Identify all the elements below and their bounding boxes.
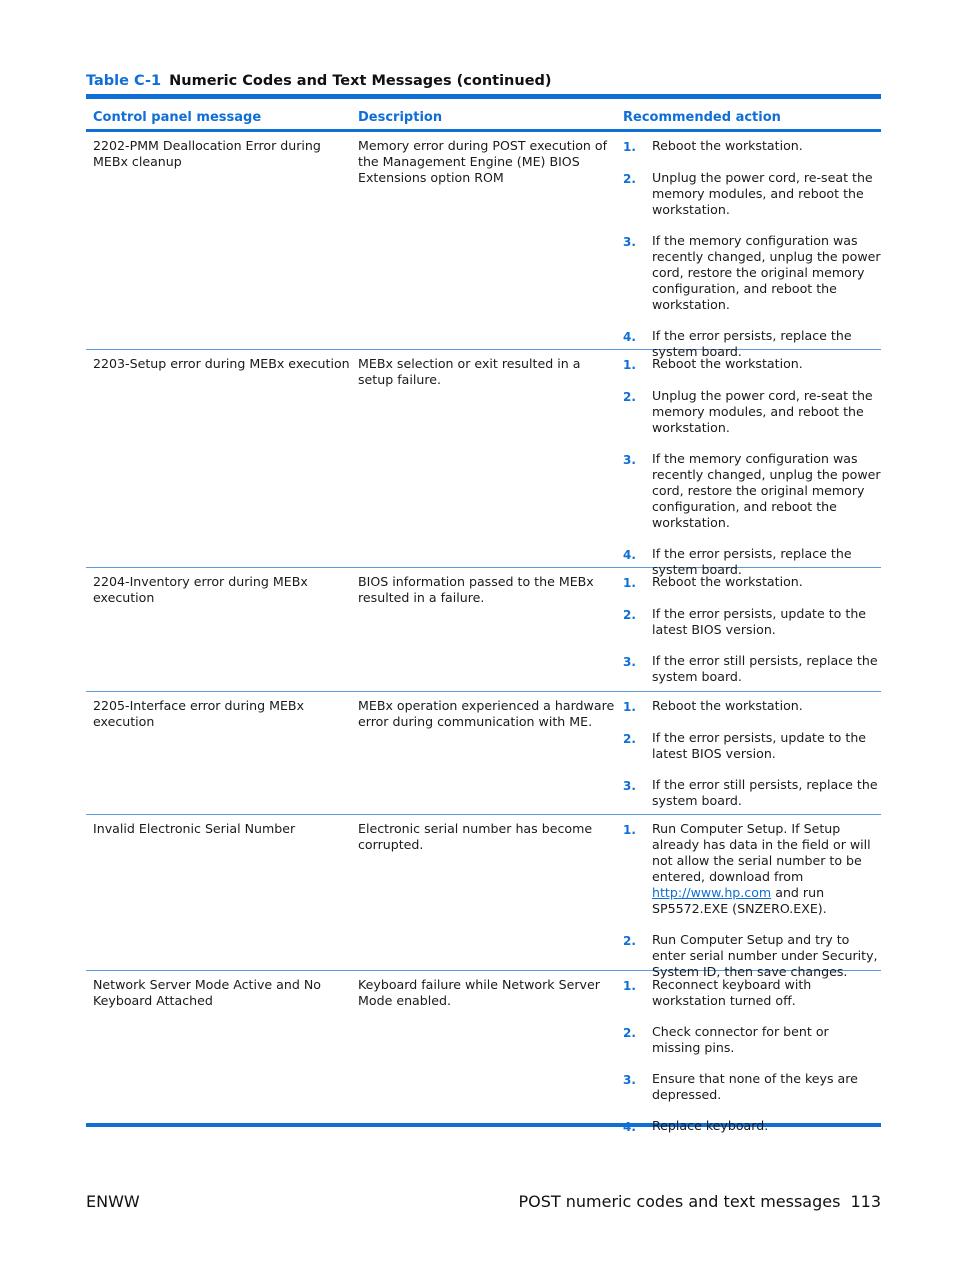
step-number: 3. <box>623 779 636 793</box>
step-text: If the error persists, replace the system board. <box>652 546 852 577</box>
action-step <box>623 653 881 685</box>
step-number: 3. <box>623 1073 636 1087</box>
action-cell <box>616 350 881 577</box>
step-number: 3. <box>623 235 636 249</box>
table-title: Numeric Codes and Text Messages (continued) <box>169 73 552 89</box>
message-cell: 2203-Setup error during MEBx execution <box>93 356 350 371</box>
step-text: If the error persists, update to the latest BIOS version. <box>652 606 867 637</box>
description-cell: BIOS information passed to the MEBx resulted in a failure. <box>358 574 594 605</box>
action-step <box>623 821 881 917</box>
step-number: 1. <box>623 979 636 993</box>
action-step <box>623 356 881 373</box>
step-text: If the memory configuration was recently changed, unplug the power cord, restore the original memory configuration, and reboot the workstation. <box>652 451 881 530</box>
step-number: 4. <box>623 1120 636 1134</box>
description-cell: MEBx operation experienced a hardware error during communication with ME. <box>358 698 615 729</box>
step-text: Reboot the workstation. <box>652 356 803 371</box>
step-number: 1. <box>623 140 636 154</box>
step-text: Check connector for bent or missing pins. <box>652 1024 829 1055</box>
step-number: 2. <box>623 608 636 622</box>
message-cell: Invalid Electronic Serial Number <box>93 821 296 836</box>
step-number: 2. <box>623 732 636 746</box>
action-step <box>623 606 881 638</box>
step-text: Unplug the power cord, re-seat the memory modules, and reboot the workstation. <box>652 388 873 435</box>
footer-section-title: POST numeric codes and text messages <box>518 1192 841 1211</box>
action-cell <box>616 971 881 1134</box>
action-step <box>623 388 881 436</box>
step-number: 2. <box>623 172 636 186</box>
hp-website-link[interactable]: http://www.hp.com <box>652 885 772 900</box>
table-row <box>86 132 881 359</box>
footer-locale: ENWW <box>86 1192 140 1211</box>
step-number: 1. <box>623 576 636 590</box>
table-label: Table C-1 <box>86 73 162 89</box>
action-step <box>623 1024 881 1056</box>
step-number: 2. <box>623 1026 636 1040</box>
action-cell <box>616 568 881 691</box>
description-cell: Electronic serial number has become corrupted. <box>358 821 593 852</box>
description-cell: Keyboard failure while Network Server Mode enabled. <box>358 977 600 1008</box>
step-number: 4. <box>623 330 636 344</box>
message-cell: Network Server Mode Active and No Keyboard Attached <box>93 977 321 1008</box>
step-text-part: and run SP5572.EXE (SNZERO.EXE). <box>652 885 827 916</box>
step-text: Replace keyboard. <box>652 1118 769 1133</box>
action-cell <box>616 815 881 979</box>
step-text: Reboot the workstation. <box>652 138 803 153</box>
step-number: 3. <box>623 453 636 467</box>
step-number: 1. <box>623 700 636 714</box>
description-cell: MEBx selection or exit resulted in a setup failure. <box>358 356 581 387</box>
table-row <box>86 692 881 815</box>
table-row <box>86 568 881 692</box>
description-cell: Memory error during POST execution of the Management Engine (ME) BIOS Extensions option ROM <box>358 138 608 185</box>
action-step <box>623 698 881 715</box>
step-text-part: Run Computer Setup. If Setup already has data in the field or will not allow the serial number to be entered, download from <box>652 821 871 884</box>
step-text: Reconnect keyboard with workstation turned off. <box>652 977 812 1008</box>
footer-section <box>518 1192 881 1211</box>
action-step <box>623 777 881 809</box>
header-recommended-action: Recommended action <box>623 110 781 125</box>
step-text: Run Computer Setup and try to enter serial number under Security, System ID, then save changes. <box>652 932 878 979</box>
header-description: Description <box>358 110 443 125</box>
message-cell: 2202-PMM Deallocation Error during MEBx cleanup <box>93 138 321 169</box>
action-step <box>623 138 881 155</box>
step-text: If the error persists, update to the latest BIOS version. <box>652 730 867 761</box>
table-header-row <box>86 99 881 132</box>
table-row <box>86 350 881 577</box>
table-caption <box>86 73 552 89</box>
step-text: If the error persists, replace the system board. <box>652 328 852 359</box>
message-cell: 2204-Inventory error during MEBx execution <box>93 574 308 605</box>
step-text: If the memory configuration was recently changed, unplug the power cord, restore the original memory configuration, and reboot the workstation. <box>652 233 881 312</box>
step-text <box>652 821 881 917</box>
action-step <box>623 977 881 1009</box>
action-step <box>623 233 881 313</box>
page-number: 113 <box>850 1192 881 1211</box>
step-number: 3. <box>623 655 636 669</box>
step-number: 2. <box>623 934 636 948</box>
step-number: 1. <box>623 823 636 837</box>
step-text: Ensure that none of the keys are depressed. <box>652 1071 858 1102</box>
action-step <box>623 1118 881 1135</box>
step-number: 4. <box>623 548 636 562</box>
action-cell <box>616 692 881 814</box>
table-row <box>86 815 881 979</box>
step-text: Unplug the power cord, re-seat the memory modules, and reboot the workstation. <box>652 170 873 217</box>
step-number: 2. <box>623 390 636 404</box>
message-cell: 2205-Interface error during MEBx execution <box>93 698 305 729</box>
step-text: If the error still persists, replace the system board. <box>652 653 878 684</box>
step-text: If the error still persists, replace the system board. <box>652 777 878 808</box>
action-step <box>623 170 881 218</box>
header-control-panel-message: Control panel message <box>93 110 262 125</box>
action-cell <box>616 132 881 359</box>
step-number: 1. <box>623 358 636 372</box>
action-step <box>623 730 881 762</box>
codes-table <box>86 94 881 1134</box>
action-step <box>623 451 881 531</box>
action-step <box>623 1071 881 1103</box>
step-text: Reboot the workstation. <box>652 698 803 713</box>
table-row <box>86 971 881 1134</box>
action-step <box>623 574 881 591</box>
step-text: Reboot the workstation. <box>652 574 803 589</box>
